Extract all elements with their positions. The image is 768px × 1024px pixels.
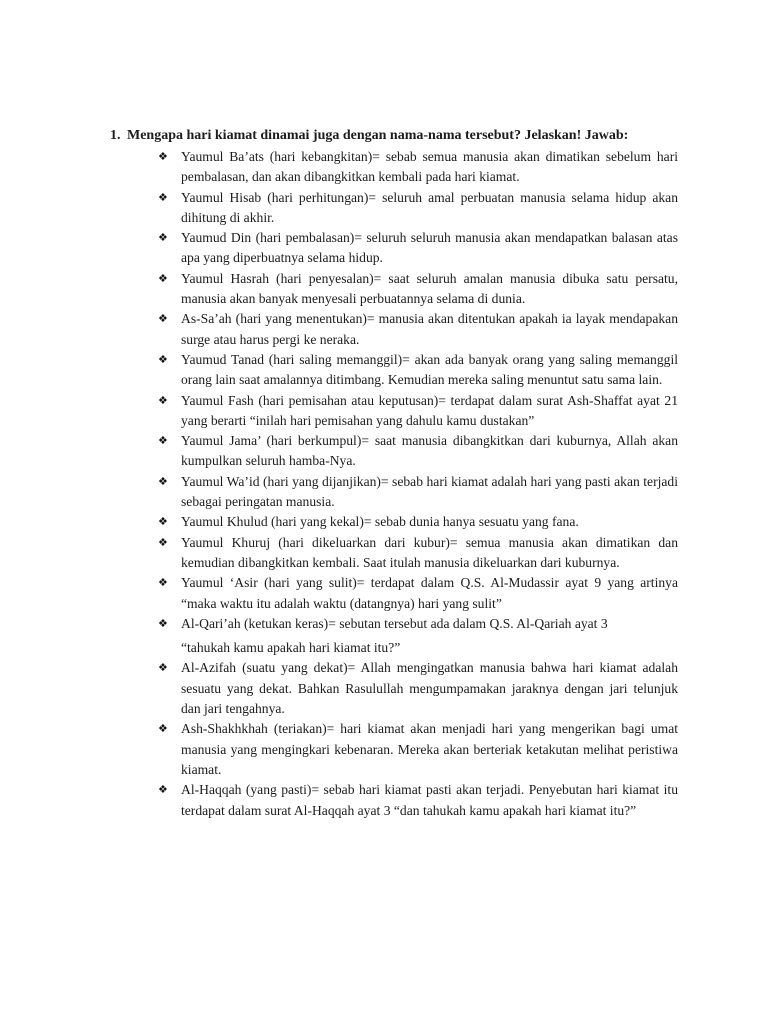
- diamond-bullet-icon: ❖: [158, 151, 168, 163]
- diamond-bullet-icon: ❖: [158, 475, 168, 488]
- diamond-bullet-icon: ❖: [158, 723, 168, 736]
- list-item-text: Yaumul Jama’ (hari berkumpul)= saat manusia dibangkitkan dari kuburnya, Allah akan kumpulkan seluruh hamba-Nya.: [181, 433, 678, 469]
- list-item: [158, 780, 678, 821]
- diamond-bullet-icon: ❖: [158, 232, 168, 245]
- diamond-bullet-icon: ❖: [158, 536, 168, 549]
- list-item: [158, 269, 678, 310]
- list-item-text: Yaumul Hisab (hari perhitungan)= seluruh amal perbuatan manusia selama hidup akan dihitung di akhir.: [181, 189, 678, 225]
- list-item: [158, 573, 678, 614]
- answer-list: [158, 147, 678, 821]
- list-item: [158, 614, 678, 659]
- list-item: [158, 719, 678, 780]
- list-item: [158, 512, 678, 532]
- list-item: [158, 533, 678, 574]
- list-item: [158, 472, 678, 513]
- list-item: [158, 391, 678, 432]
- list-item-text: Yaumul ‘Asir (hari yang sulit)= terdapat dalam Q.S. Al-Mudassir ayat 9 yang artinya “maka waktu itu adalah waktu (datangnya) hari yang sulit”: [181, 575, 678, 611]
- list-item-text: Yaumul Ba’ats (hari kebangkitan)= sebab semua manusia akan dimatikan sebelum hari pembalasan, dan akan dibangkitkan kembali pada hari kiamat.: [181, 149, 678, 185]
- list-item-text: Yaumul Fash (hari pemisahan atau keputusan)= terdapat dalam surat Ash-Shaffat ayat 21 yang berarti “inilah hari pemisahan yang dahulu kamu dustakan”: [181, 392, 678, 428]
- list-item: [158, 147, 678, 188]
- diamond-bullet-icon: ❖: [158, 435, 168, 448]
- list-item: [158, 188, 678, 229]
- list-item-text: Al-Azifah (suatu yang dekat)= Allah mengingatkan manusia bahwa hari kiamat adalah sesuatu yang dekat. Bahkan Rasulullah mengumpamakan jaraknya dengan jari telunjuk dan jari tengahnya.: [181, 660, 678, 717]
- list-item-text: Yaumul Wa’id (hari yang dijanjikan)= sebab hari kiamat adalah hari yang pasti akan terjadi sebagai peringatan manusia.: [181, 473, 678, 510]
- diamond-bullet-icon: ❖: [158, 394, 168, 407]
- diamond-bullet-icon: ❖: [158, 516, 168, 529]
- list-item-text: Ash-Shakhkhah (teriakan)= hari kiamat akan menjadi hari yang mengerikan bagi umat manusia yang mengingkari kebenaran. Mereka akan berteriak ketakutan melihat peristiwa kiamat.: [181, 721, 678, 777]
- diamond-bullet-icon: ❖: [158, 272, 168, 285]
- question-text: Mengapa hari kiamat dinamai juga dengan nama-nama tersebut? Jelaskan! Jawab:: [127, 128, 629, 143]
- diamond-bullet-icon: ❖: [158, 577, 168, 590]
- diamond-bullet-icon: ❖: [158, 191, 168, 204]
- list-item-quote: “tahukah kamu apakah hari kiamat itu?”: [181, 640, 401, 656]
- list-item-text: Yaumul Hasrah (hari penyesalan)= saat seluruh amalan manusia dibuka satu persatu, manusia akan banyak menyesali perbuatannya selama di dunia.: [181, 270, 678, 307]
- question-number: 1.: [110, 128, 121, 143]
- list-item-text: Yaumud Din (hari pembalasan)= seluruh seluruh manusia akan mendapatkan balasan atas apa yang diperbuatnya selama hidup.: [181, 230, 678, 266]
- diamond-bullet-icon: ❖: [158, 784, 168, 797]
- list-item: [158, 309, 678, 350]
- list-item-text: Yaumul Khulud (hari yang kekal)= sebab dunia hanya sesuatu yang fana.: [181, 514, 579, 530]
- list-item-text: Yaumul Khuruj (hari dikeluarkan dari kubur)= semua manusia akan dimatikan dan kemudian dibangkitkan kembali. Saat itulah manusia dikeluarkan dari kuburnya.: [181, 534, 678, 570]
- diamond-bullet-icon: ❖: [158, 617, 168, 630]
- list-item-text: Al-Haqqah (yang pasti)= sebab hari kiamat pasti akan terjadi. Penyebutan hari kiamat itu terdapat dalam surat Al-Haqqah ayat 3 “dan tahukah kamu apakah hari kiamat itu?”: [181, 782, 678, 818]
- question-heading: [110, 126, 690, 146]
- diamond-bullet-icon: ❖: [158, 313, 168, 326]
- list-item-text: Al-Qari’ah (ketukan keras)= sebutan tersebut ada dalam Q.S. Al-Qariah ayat 3: [181, 615, 608, 631]
- list-item-text: As-Sa’ah (hari yang menentukan)= manusia akan ditentukan apakah ia layak mendapakan surge atau harus pergi ke neraka.: [181, 311, 678, 347]
- diamond-bullet-icon: ❖: [158, 353, 168, 366]
- list-item: [158, 431, 678, 472]
- list-item-text: Yaumud Tanad (hari saling memanggil)= akan ada banyak orang yang saling memanggil orang lain saat amalannya ditimbang. Kemudian mereka saling menuntut satu sama lain.: [181, 351, 678, 388]
- list-item: [158, 658, 678, 719]
- list-item: [158, 350, 678, 391]
- diamond-bullet-icon: ❖: [158, 662, 168, 675]
- list-item: [158, 228, 678, 269]
